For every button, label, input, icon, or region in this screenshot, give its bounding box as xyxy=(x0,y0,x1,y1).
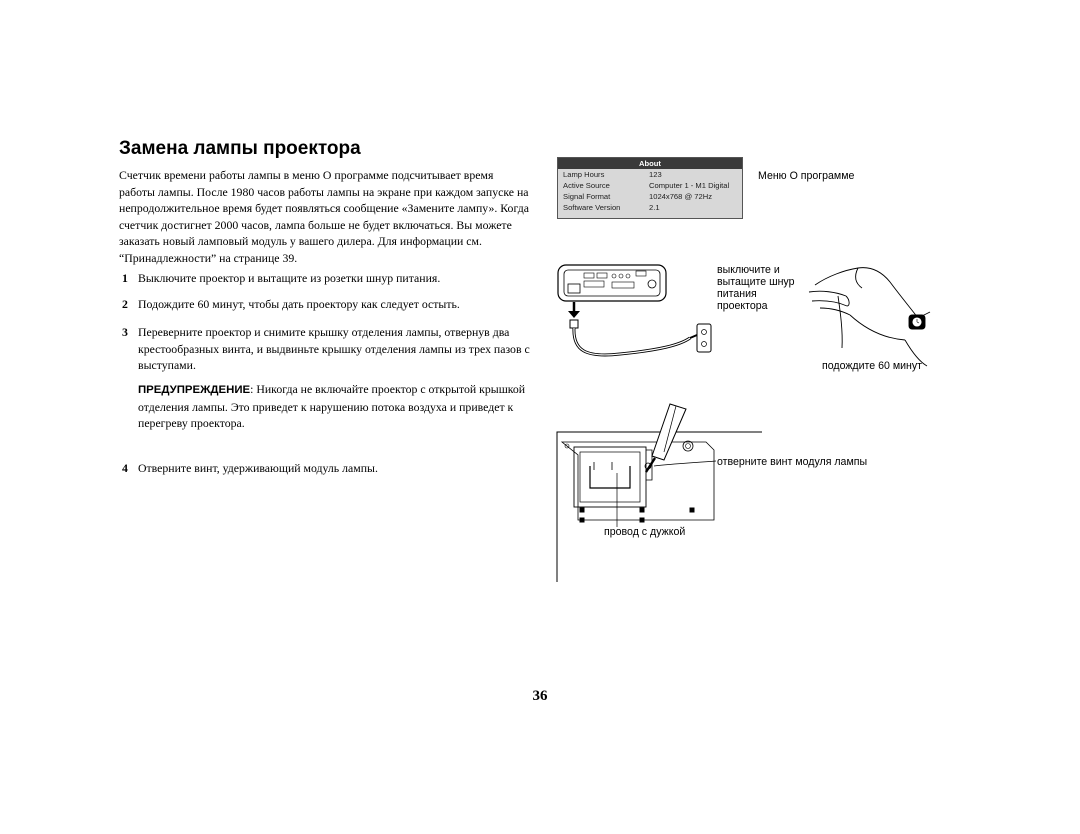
about-row-value: Computer 1 - M1 Digital xyxy=(649,181,730,190)
about-row-signal-format xyxy=(558,191,742,202)
about-row-value: 123 xyxy=(649,170,662,179)
warning-label: ПРЕДУПРЕЖДЕНИЕ xyxy=(138,384,251,396)
page-number: 36 xyxy=(532,688,548,704)
step-number: 1 xyxy=(122,271,128,285)
about-row-lamp-hours xyxy=(558,169,742,180)
caption-about-menu: Меню О программе xyxy=(758,170,855,182)
caption-wire-handle: провод с дужкой xyxy=(604,526,686,538)
about-row-key: Active Source xyxy=(563,181,610,190)
page-title: Замена лампы проектора xyxy=(119,138,361,159)
step-number: 2 xyxy=(122,297,128,311)
projector-rear-illustration xyxy=(558,265,666,301)
about-row-value: 1024x768 @ 72Hz xyxy=(649,192,713,201)
about-row-key: Signal Format xyxy=(563,192,611,201)
step-text: Выключите проектор и вытащите из розетки шнур питания. xyxy=(138,271,441,285)
about-row-key: Lamp Hours xyxy=(563,170,605,179)
about-row-software-version xyxy=(558,202,742,213)
about-row-key: Software Version xyxy=(563,203,621,212)
caption-wait: подождите 60 минут xyxy=(822,360,923,372)
warning-text: : Никогда не включайте проектор с открытой крышкой отделения лампы. Это приведет к нарушению потока воздуха и приведет к перегреву проектора. xyxy=(138,382,526,431)
lamp-compartment-illustration xyxy=(557,404,762,582)
caption-unplug: выключите и вытащите шнур питания проектора xyxy=(717,264,795,312)
about-row-active-source xyxy=(558,180,742,191)
wristwatch-hand-illustration xyxy=(809,268,930,366)
power-cord-illustration xyxy=(568,302,711,355)
caption-unscrew: отверните винт модуля лампы xyxy=(717,456,868,468)
step-number: 3 xyxy=(122,325,128,339)
intro-paragraph: Счетчик времени работы лампы в меню О программе подсчитывает время работы лампы. После 1980 часов работы лампы на экране при каждом запуске на непродолжительное время будет появляться сообщение «Замените лампу». Когда счетчик достигнет 2000 часов, лампа больше не будет включаться. Вы можете заказать новый ламповый модуль у вашего дилера. Для информации см. “Принадлежности” на странице 39. xyxy=(119,168,529,265)
step-text: Переверните проектор и снимите крышку отделения лампы, отвернув два крестообразных винта, и выдвиньте крышку отделения лампы из трех пазов с выступами. xyxy=(138,325,530,373)
about-menu-screenshot xyxy=(557,157,743,219)
step-number: 4 xyxy=(122,461,128,475)
about-row-value: 2.1 xyxy=(649,203,660,212)
step-text: Отверните винт, удерживающий модуль лампы. xyxy=(138,461,378,475)
about-menu-header: About xyxy=(558,158,742,169)
step-text: Подождите 60 минут, чтобы дать проектору как следует остыть. xyxy=(138,297,460,311)
